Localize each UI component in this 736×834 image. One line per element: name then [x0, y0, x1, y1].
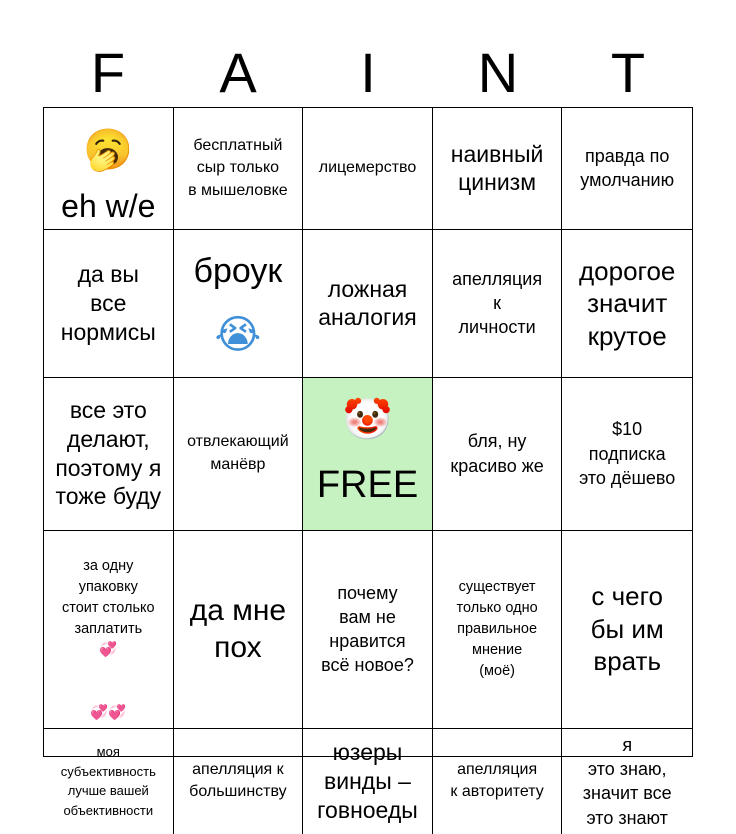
cell-text: правда по умолчанию [580, 146, 675, 191]
bingo-cell-r4c5[interactable] [562, 531, 692, 729]
loudly-crying-face-icon: 😭 [214, 311, 262, 358]
bingo-board [43, 107, 693, 828]
cell-text: апелляция к авторитету [450, 760, 544, 801]
bingo-cell-r5c5[interactable] [562, 729, 692, 834]
cell-text: ложная аналогия [318, 275, 417, 331]
bingo-cell-r3c5[interactable] [562, 378, 692, 531]
bingo-header [43, 38, 693, 108]
clown-face-icon: 🤡 [342, 396, 393, 443]
cell-text: почему вам не нравится всё новое? [321, 582, 414, 676]
bingo-cell-r5c1[interactable] [44, 729, 174, 834]
bingo-cell-r1c3[interactable] [303, 108, 433, 230]
bingo-cell-r4c1[interactable] [44, 531, 174, 729]
bingo-cell-r5c2[interactable] [174, 729, 304, 834]
header-letter-a: A [219, 41, 257, 104]
cell-text: отвлекающий манёвр [187, 433, 289, 473]
cell-text: лицемерство [318, 159, 417, 177]
cell-text: моя субъективность лучше вашей объективности [60, 744, 156, 818]
bingo-cell-free[interactable] [303, 378, 433, 531]
cell-text: бесплатный сыр только в мышеловке [188, 136, 288, 199]
bingo-cell-r4c2[interactable] [174, 531, 304, 729]
header-letter-t: T [610, 41, 646, 104]
cell-text: я это знаю, значит все это знают [582, 734, 672, 828]
bingo-cell-r3c4[interactable] [433, 378, 563, 531]
yawning-face-icon: 🥱 [83, 127, 134, 173]
two-hearts-icon: 💞💞 [90, 704, 127, 721]
header-letter-i: I [360, 41, 376, 104]
bingo-cell-r2c3[interactable] [303, 230, 433, 378]
cell-text: да вы все нормисы [60, 261, 156, 345]
bingo-cell-r2c2[interactable] [174, 230, 304, 378]
free-space-label: FREE [316, 463, 419, 506]
header-letter-f: F [90, 41, 126, 104]
bingo-cell-r3c1[interactable] [44, 378, 174, 531]
cell-text: за одну упаковку стоит столько заплатить [61, 557, 155, 637]
header-letter-n: N [477, 41, 519, 104]
bingo-cell-r3c2[interactable] [174, 378, 304, 531]
cell-text: юзеры винды – говноеды [317, 739, 418, 823]
bingo-cell-r4c3[interactable] [303, 531, 433, 729]
cell-text: дорогое значит крутое [579, 255, 676, 351]
bingo-cell-r1c5[interactable] [562, 108, 692, 230]
bingo-cell-r1c2[interactable] [174, 108, 304, 230]
cell-text: да мне пох [189, 593, 287, 665]
cell-text: апелляция к большинству [189, 760, 287, 801]
cell-text: eh w/e [61, 188, 156, 224]
two-hearts-icon: 💞 [99, 641, 118, 658]
bingo-cell-r1c1[interactable] [44, 108, 174, 230]
bingo-cell-r5c4[interactable] [433, 729, 563, 834]
bingo-cell-r1c4[interactable] [433, 108, 563, 230]
cell-text: броук [193, 251, 283, 290]
bingo-cell-r2c4[interactable] [433, 230, 563, 378]
cell-text: апелляция к личности [452, 268, 543, 338]
cell-text: с чего бы им врать [590, 581, 664, 677]
cell-text: наивный цинизм [450, 140, 544, 196]
bingo-cell-r4c4[interactable] [433, 531, 563, 729]
bingo-cell-r5c3[interactable] [303, 729, 433, 834]
bingo-cell-r2c1[interactable] [44, 230, 174, 378]
cell-text: бля, ну красиво же [450, 431, 544, 476]
bingo-cell-r2c5[interactable] [562, 230, 692, 378]
cell-text: существует только одно правильное мнение (моё) [456, 578, 538, 679]
cell-text: все это делают, поэтому я тоже буду [55, 397, 162, 510]
cell-text: $10 подписка это дёшево [579, 419, 676, 488]
